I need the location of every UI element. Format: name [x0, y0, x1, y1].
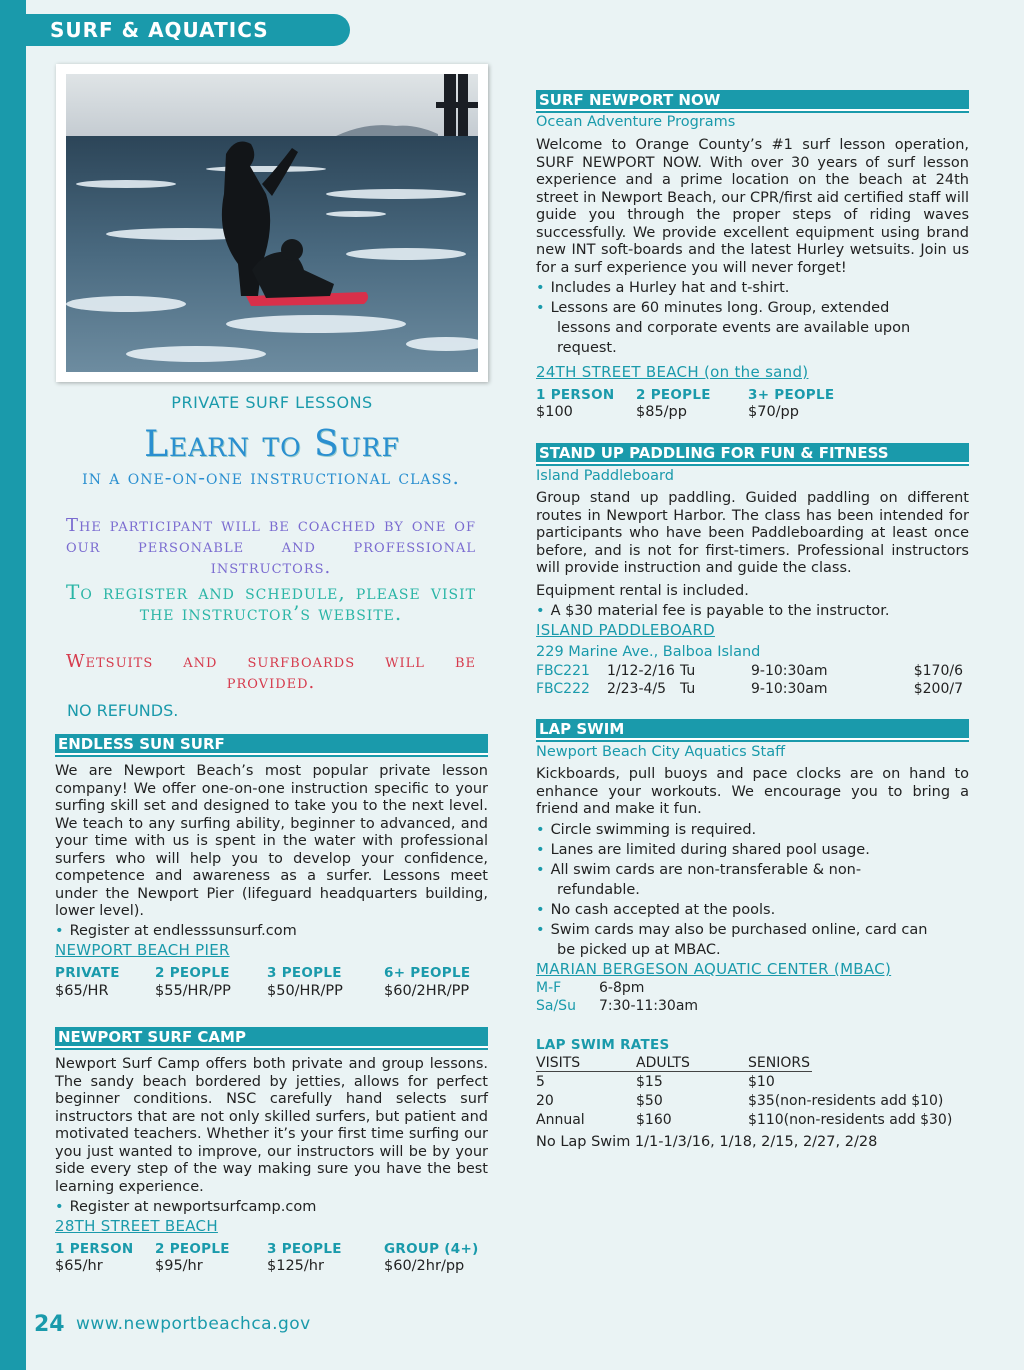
price-label: 3 PEOPLE	[267, 1241, 342, 1257]
hours-time: 7:30-11:30am	[599, 998, 699, 1014]
price-value: $50/HR/PP	[267, 983, 343, 999]
price-label: GROUP (4+)	[384, 1241, 479, 1257]
class-code: FBC221	[536, 663, 590, 679]
class-fee: $170/6	[913, 663, 963, 679]
sidebar-stripe	[0, 0, 26, 1370]
lap-swim-rates-title: LAP SWIM RATES	[536, 1037, 670, 1053]
rate-visits: Annual	[536, 1112, 585, 1128]
price-value: $100	[536, 404, 573, 420]
price-label: 3+ PEOPLE	[748, 387, 835, 403]
lap-bullet: • Lanes are limited during shared pool usage.	[536, 842, 870, 858]
rates-header-rule	[536, 1071, 812, 1072]
price-label: PRIVATE	[55, 965, 120, 981]
24th-street-beach-link[interactable]: 24TH STREET BEACH (on the sand)	[536, 363, 809, 381]
material-fee-bullet: • A $30 material fee is payable to the instructor.	[536, 603, 890, 619]
wetsuits-text: Wetsuits and surfboards will be provided.	[66, 651, 476, 693]
28th-street-beach-link[interactable]: 28TH STREET BEACH	[55, 1217, 218, 1235]
lap-swim-header: LAP SWIM	[536, 719, 969, 740]
mbac-link[interactable]: MARIAN BERGESON AQUATIC CENTER (MBAC)	[536, 960, 892, 978]
rate-visits: 5	[536, 1074, 545, 1090]
surf-photo	[66, 74, 478, 372]
instructional-class-text: in a one-on-one instructional class.	[82, 465, 460, 489]
rates-header-adults: ADULTS	[636, 1055, 690, 1071]
rate-visits: 20	[536, 1093, 554, 1109]
price-value: $65/HR	[55, 983, 109, 999]
newport-surf-camp-body: Newport Surf Camp offers both private and group lessons. The sandy beach bordered by jetties, allows for perfect beginner conditions. NSC carefully hand selects surf instructors that are not only skilled surfers, but patient and motivated teachers. Whether it’s your first time surfing our you just wanted to improve, our instructors will be by your side every step of the way making sure you have the best learning experience.	[55, 1056, 488, 1195]
class-time: 9-10:30am	[751, 663, 828, 679]
class-dates: 2/23-4/5	[607, 681, 667, 697]
lap-swim-subtitle: Newport Beach City Aquatics Staff	[536, 744, 786, 760]
island-paddleboard-link[interactable]: ISLAND PADDLEBOARD	[536, 621, 715, 639]
class-time: 9-10:30am	[751, 681, 828, 697]
equipment-note: Equipment rental is included.	[536, 583, 749, 599]
price-value: $55/HR/PP	[155, 983, 231, 999]
price-label: 3 PEOPLE	[267, 965, 342, 981]
photo-frame	[56, 64, 488, 382]
lap-bullet: • No cash accepted at the pools.	[536, 902, 776, 918]
price-label: 2 PEOPLE	[155, 1241, 230, 1257]
newport-beach-pier-link[interactable]: NEWPORT BEACH PIER	[55, 941, 230, 959]
sup-subtitle: Island Paddleboard	[536, 468, 674, 484]
price-label: 2 PEOPLE	[155, 965, 230, 981]
surf-newport-now-subtitle: Ocean Adventure Programs	[536, 114, 736, 130]
rate-seniors: $35(non-residents add $10)	[748, 1093, 944, 1109]
price-value: $60/2HR/PP	[384, 983, 470, 999]
lap-bullet: • All swim cards are non-transferable & non- refundable.	[536, 862, 862, 898]
endless-sun-surf-header: ENDLESS SUN SURF	[55, 734, 488, 755]
lap-bullet: • Swim cards may also be purchased online, card can be picked up at MBAC.	[536, 922, 928, 958]
sup-body: Group stand up paddling. Guided paddling on different routes in Newport Harbor. The class has been intended for participants who have been Paddleboarding at least once before, and is not for first-timers. Professional instructors will provide instruction and guide the class.	[536, 490, 969, 576]
hours-time: 6-8pm	[599, 980, 645, 996]
page-number: 24	[34, 1312, 65, 1337]
rates-header-visits: VISITS	[536, 1055, 581, 1071]
price-value: $65/hr	[55, 1258, 103, 1274]
hours-day: M-F	[536, 980, 562, 996]
coached-text: The participant will be coached by one of our personable and professional instructors.	[66, 515, 476, 578]
newport-surf-camp-header: NEWPORT SURF CAMP	[55, 1027, 488, 1048]
sup-address: 229 Marine Ave., Balboa Island	[536, 644, 761, 660]
class-dates: 1/12-2/16	[607, 663, 675, 679]
endless-register-bullet: • Register at endlesssunsurf.com	[55, 923, 297, 939]
rate-adults: $15	[636, 1074, 663, 1090]
price-label: 2 PEOPLE	[636, 387, 711, 403]
rates-header-seniors: SENIORS	[748, 1055, 810, 1071]
rate-adults: $50	[636, 1093, 663, 1109]
lap-swim-body: Kickboards, pull buoys and pace clocks are on hand to enhance your workouts. We encourage you to bring a friend and make it fun.	[536, 766, 969, 817]
price-value: $60/2hr/pp	[384, 1258, 465, 1274]
register-text: To register and schedule, please visit the instructor’s website.	[66, 580, 476, 625]
surf-newport-now-body: Welcome to Orange County’s #1 surf lesson operation, SURF NEWPORT NOW. With over 30 years of surf lesson experience and a prime location on the beach at 24th street in Newport Beach, our CPR/first aid certified staff will guide you through the proper steps of riding waves successfully. We provide excellent equipment using brand new INT soft-boards and the latest Hurley wetsuits. Join us for a surf experience you will never forget!	[536, 137, 969, 276]
price-label: 1 PERSON	[55, 1241, 134, 1257]
class-day: Tu	[680, 681, 696, 697]
class-code: FBC222	[536, 681, 590, 697]
hours-day: Sa/Su	[536, 998, 576, 1014]
website-link[interactable]: www.newportbeachca.gov	[76, 1314, 311, 1334]
price-label: 6+ PEOPLE	[384, 965, 471, 981]
camp-register-bullet: • Register at newportsurfcamp.com	[55, 1199, 317, 1215]
endless-sun-surf-body: We are Newport Beach’s most popular private lesson company! We offer one-on-one instruction specific to your surfing skill set and designed to take you to the next level. We teach to any surfing ability, beginner to advanced, and your time with us is spent in the water with professional surfers who will help you to develop your confidence, competence and awareness as a surfer. Lessons meet under the Newport Pier (lifeguard headquarters building, lower level).	[55, 763, 488, 919]
price-value: $70/pp	[748, 404, 799, 420]
rate-seniors: $10	[748, 1074, 775, 1090]
price-value: $125/hr	[267, 1258, 324, 1274]
surf-newport-now-header: SURF NEWPORT NOW	[536, 90, 969, 111]
lap-bullet: • Circle swimming is required.	[536, 822, 757, 838]
no-lap-swim-dates: No Lap Swim 1/1-1/3/16, 1/18, 2/15, 2/27, 2/28	[536, 1134, 878, 1150]
hurley-bullet: • Includes a Hurley hat and t-shirt.	[536, 280, 790, 296]
price-label: 1 PERSON	[536, 387, 615, 403]
no-refunds-note: NO REFUNDS.	[67, 701, 179, 720]
page-section-title: SURF & AQUATICS	[50, 18, 269, 42]
sup-header: STAND UP PADDLING FOR FUN & FITNESS	[536, 443, 969, 464]
class-fee: $200/7	[913, 681, 963, 697]
price-value: $95/hr	[155, 1258, 203, 1274]
rate-adults: $160	[636, 1112, 672, 1128]
rate-seniors: $110(non-residents add $30)	[748, 1112, 953, 1128]
class-day: Tu	[680, 663, 696, 679]
learn-to-surf-title: Learn to Surf	[144, 424, 400, 465]
lessons-bullet: • Lessons are 60 minutes long. Group, extended lessons and corporate events are available upon request.	[536, 300, 911, 356]
private-lessons-label: PRIVATE SURF LESSONS	[171, 393, 373, 412]
price-value: $85/pp	[636, 404, 687, 420]
